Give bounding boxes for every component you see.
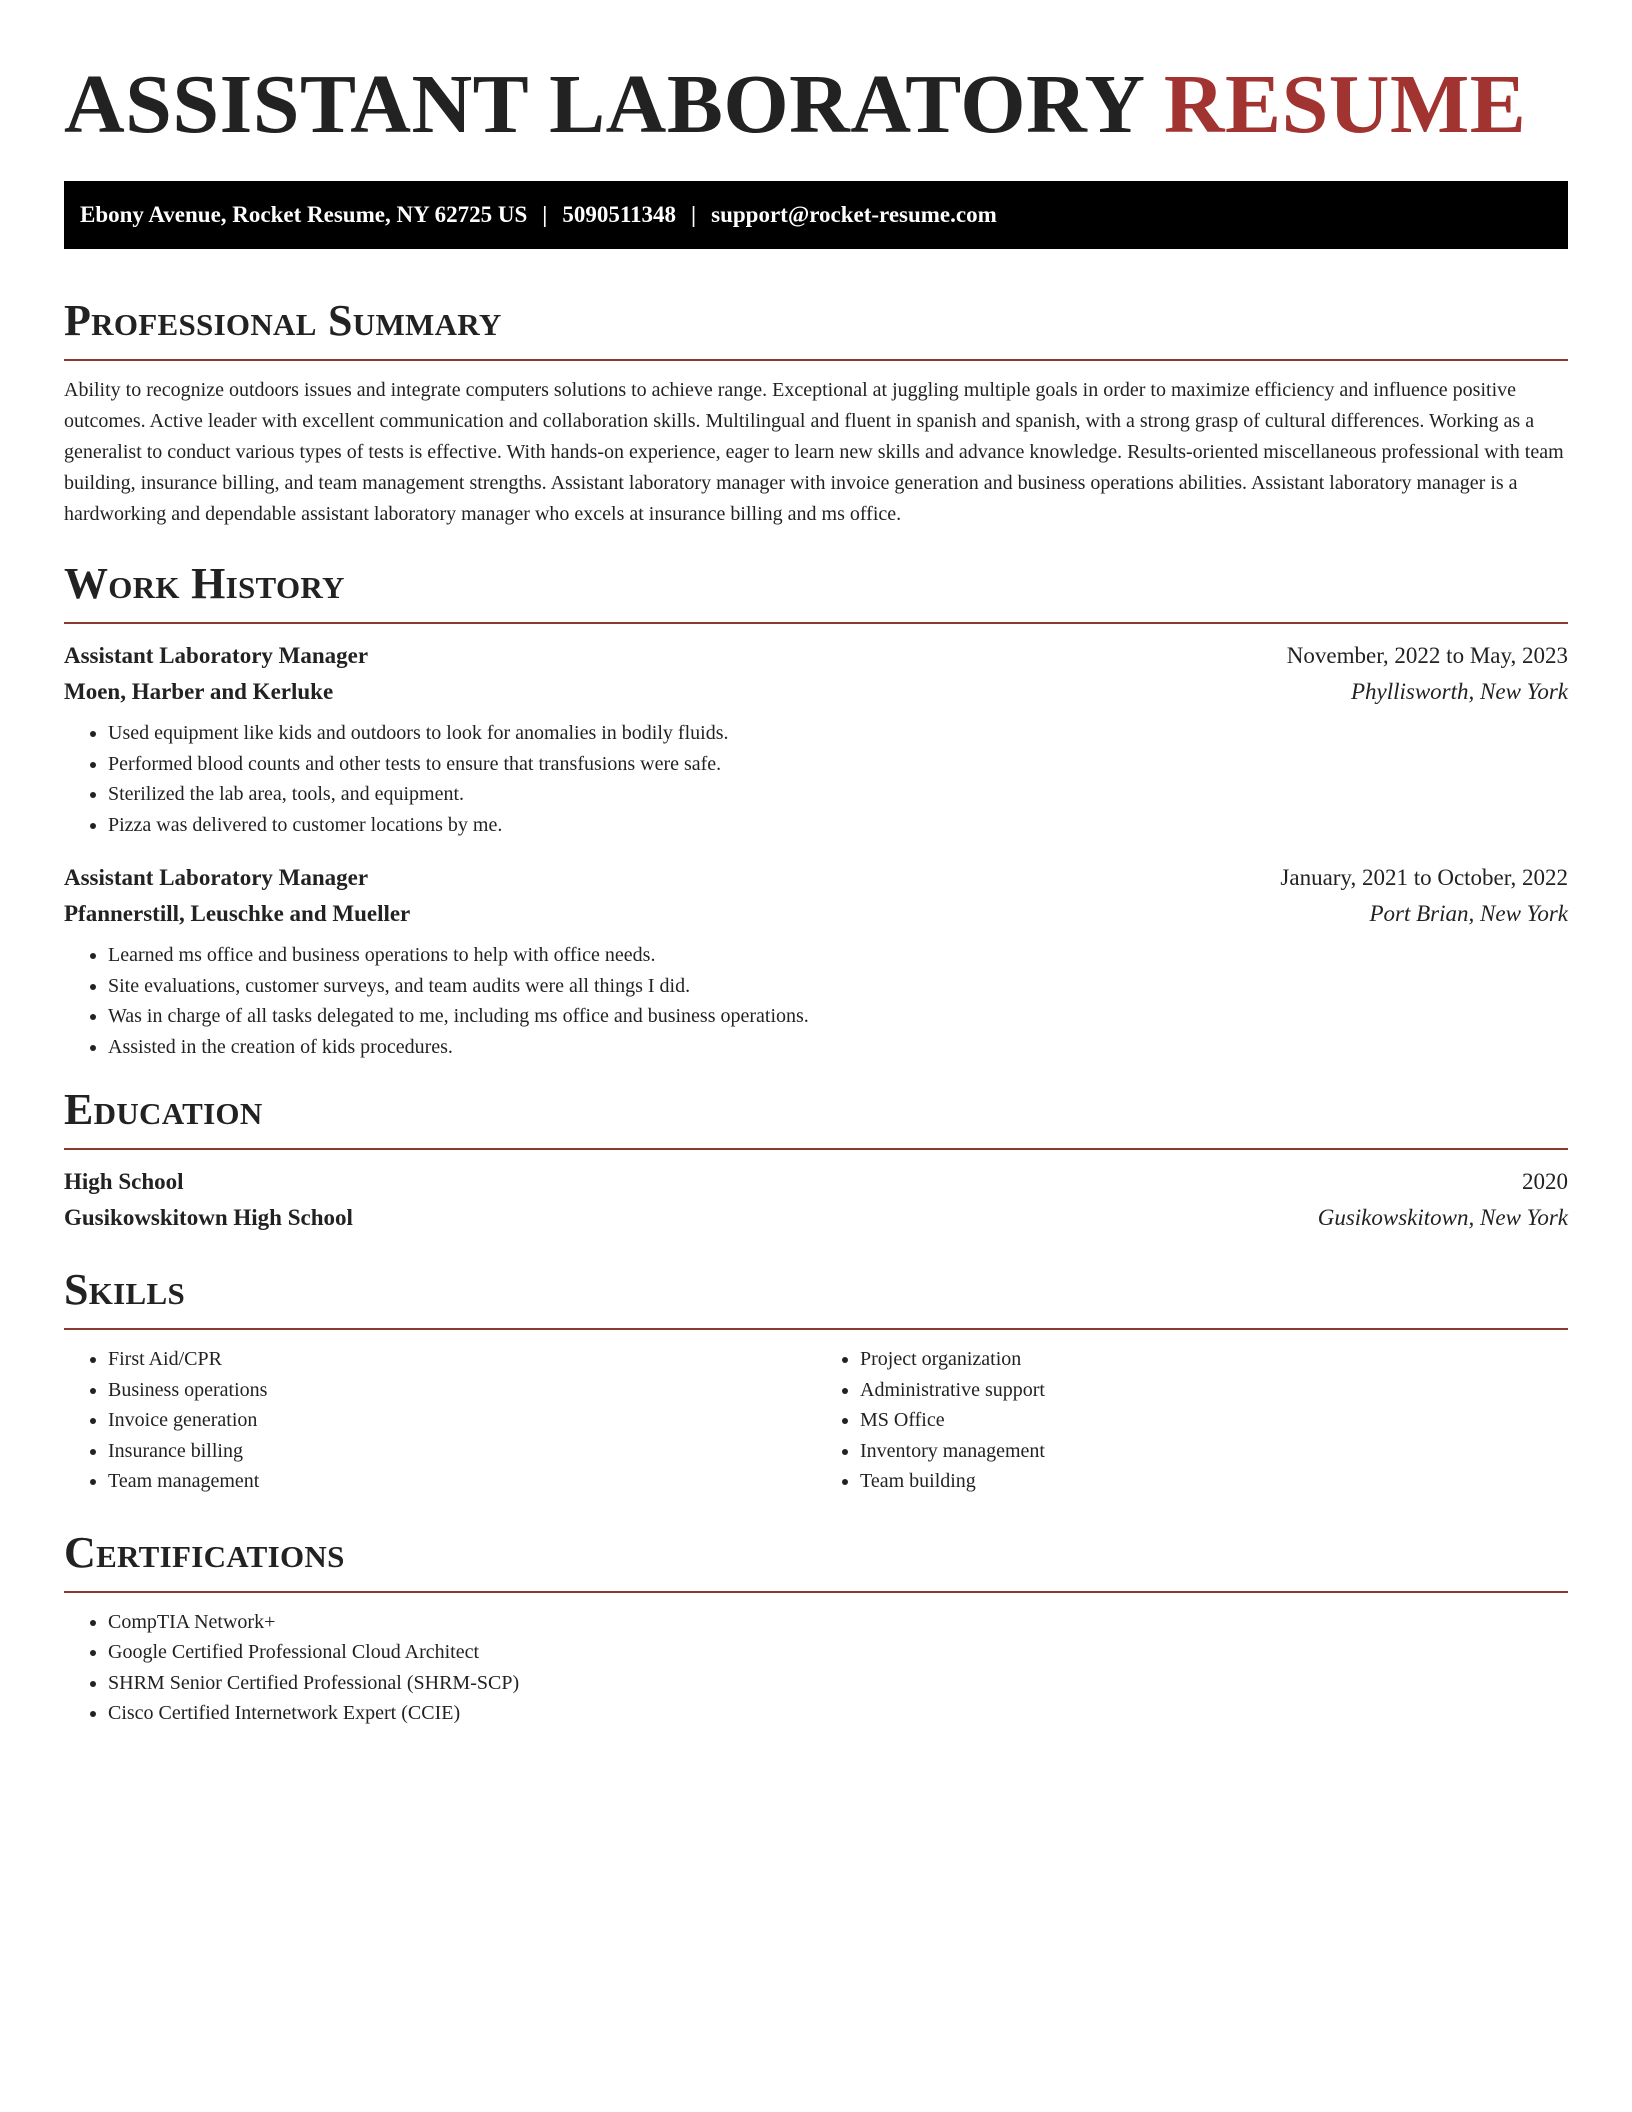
- skill-item: • Administrative support: [860, 1375, 1568, 1406]
- skill-item: • Project organization: [860, 1344, 1568, 1375]
- contact-separator: |: [542, 202, 548, 227]
- title-accent: RESUME: [1163, 58, 1527, 151]
- job-header-row: [64, 860, 1568, 896]
- job-bullet: • Assisted in the creation of kids procedures.: [108, 1032, 1568, 1063]
- education-location: Gusikowskitown, New York: [1317, 1205, 1568, 1230]
- skills-heading: Skills: [64, 1265, 186, 1314]
- section-divider: [64, 1328, 1568, 1330]
- job-bullet: • Learned ms office and business operations to help with office needs.: [108, 940, 1568, 971]
- certification-item: • Google Certified Professional Cloud Architect: [108, 1637, 1568, 1668]
- job-entry: [64, 860, 1568, 1062]
- section-divider: [64, 1148, 1568, 1150]
- section-divider: [64, 359, 1568, 361]
- contact-separator: |: [691, 202, 697, 227]
- skill-item: • Business operations: [108, 1375, 816, 1406]
- job-location: Phyllisworth, New York: [1350, 679, 1568, 704]
- job-location: Port Brian, New York: [1369, 901, 1568, 926]
- certification-item: • Cisco Certified Internetwork Expert (CCIE): [108, 1698, 1568, 1729]
- job-dates: January, 2021 to October, 2022: [1280, 865, 1568, 890]
- education-section: [64, 1082, 1568, 1236]
- job-bullet: • Sterilized the lab area, tools, and equipment.: [108, 779, 1568, 810]
- job-title: Assistant Laboratory Manager: [64, 865, 369, 890]
- job-entry: [64, 638, 1568, 840]
- job-company-row: [64, 896, 1568, 932]
- contact-email: support@rocket-resume.com: [711, 202, 997, 227]
- skill-item: • MS Office: [860, 1405, 1568, 1436]
- title-main: ASSISTANT LABORATORY: [64, 58, 1143, 151]
- job-company-row: [64, 674, 1568, 710]
- skills-list-right: [816, 1344, 1568, 1497]
- skill-item: • Insurance billing: [108, 1436, 816, 1467]
- skill-item: • First Aid/CPR: [108, 1344, 816, 1375]
- section-divider: [64, 1591, 1568, 1593]
- skills-list-left: [64, 1344, 816, 1497]
- job-title: Assistant Laboratory Manager: [64, 643, 369, 668]
- job-dates: November, 2022 to May, 2023: [1286, 643, 1568, 668]
- job-bullet: • Site evaluations, customer surveys, and team audits were all things I did.: [108, 971, 1568, 1002]
- job-company: Moen, Harber and Kerluke: [64, 679, 334, 704]
- job-bullet: • Was in charge of all tasks delegated to me, including ms office and business operations.: [108, 1001, 1568, 1032]
- contact-address: Ebony Avenue, Rocket Resume, NY 62725 US: [80, 202, 528, 227]
- job-company: Pfannerstill, Leuschke and Mueller: [64, 901, 411, 926]
- skills-columns: [64, 1344, 1568, 1497]
- skill-item: • Team building: [860, 1466, 1568, 1497]
- education-heading: Education: [64, 1085, 263, 1134]
- job-bullets: [64, 718, 1568, 840]
- skill-item: • Team management: [108, 1466, 816, 1497]
- skills-section: [64, 1262, 1568, 1497]
- job-bullets: [64, 940, 1568, 1062]
- education-school-row: [64, 1200, 1568, 1236]
- education-year: 2020: [1522, 1169, 1568, 1194]
- certification-item: • SHRM Senior Certified Professional (SHRM-SCP): [108, 1668, 1568, 1699]
- job-header-row: [64, 638, 1568, 674]
- education-school: Gusikowskitown High School: [64, 1205, 353, 1230]
- contact-bar: [64, 181, 1568, 249]
- section-divider: [64, 622, 1568, 624]
- job-bullet: • Performed blood counts and other tests to ensure that transfusions were safe.: [108, 749, 1568, 780]
- education-degree-row: [64, 1164, 1568, 1200]
- job-bullet: • Used equipment like kids and outdoors to look for anomalies in bodily fluids.: [108, 718, 1568, 749]
- certifications-section: [64, 1525, 1568, 1729]
- summary-heading: Professional Summary: [64, 296, 502, 345]
- resume-title: [64, 0, 1568, 155]
- work-history-section: [64, 556, 1568, 1062]
- job-bullet: • Pizza was delivered to customer locations by me.: [108, 810, 1568, 841]
- contact-phone: 5090511348: [562, 202, 677, 227]
- summary-section: [64, 293, 1568, 530]
- work-history-heading: Work History: [64, 559, 345, 608]
- summary-text: Ability to recognize outdoors issues and integrate computers solutions to achieve range. Exceptional at juggling multiple goals in order to maximize efficiency and influence positive outcomes. Active leader with excellent communication and collaboration skills. Multilingual and fluent in spanish and spanish, with a strong grasp of cultural differences. Working as a generalist to conduct various types of tests is effective. With hands-on experience, eager to learn new skills and advance knowledge. Results-oriented miscellaneous professional with team building, insurance billing, and team management strengths. Assistant laboratory manager with invoice generation and business operations abilities. Assistant laboratory manager is a hardworking and dependable assistant laboratory manager who excels at insurance billing and ms office.: [64, 379, 1564, 525]
- certifications-list: [64, 1607, 1568, 1729]
- skill-item: • Invoice generation: [108, 1405, 816, 1436]
- education-degree: High School: [64, 1169, 184, 1194]
- certifications-heading: Certifications: [64, 1527, 345, 1577]
- certification-item: • CompTIA Network+: [108, 1607, 1568, 1638]
- skill-item: • Inventory management: [860, 1436, 1568, 1467]
